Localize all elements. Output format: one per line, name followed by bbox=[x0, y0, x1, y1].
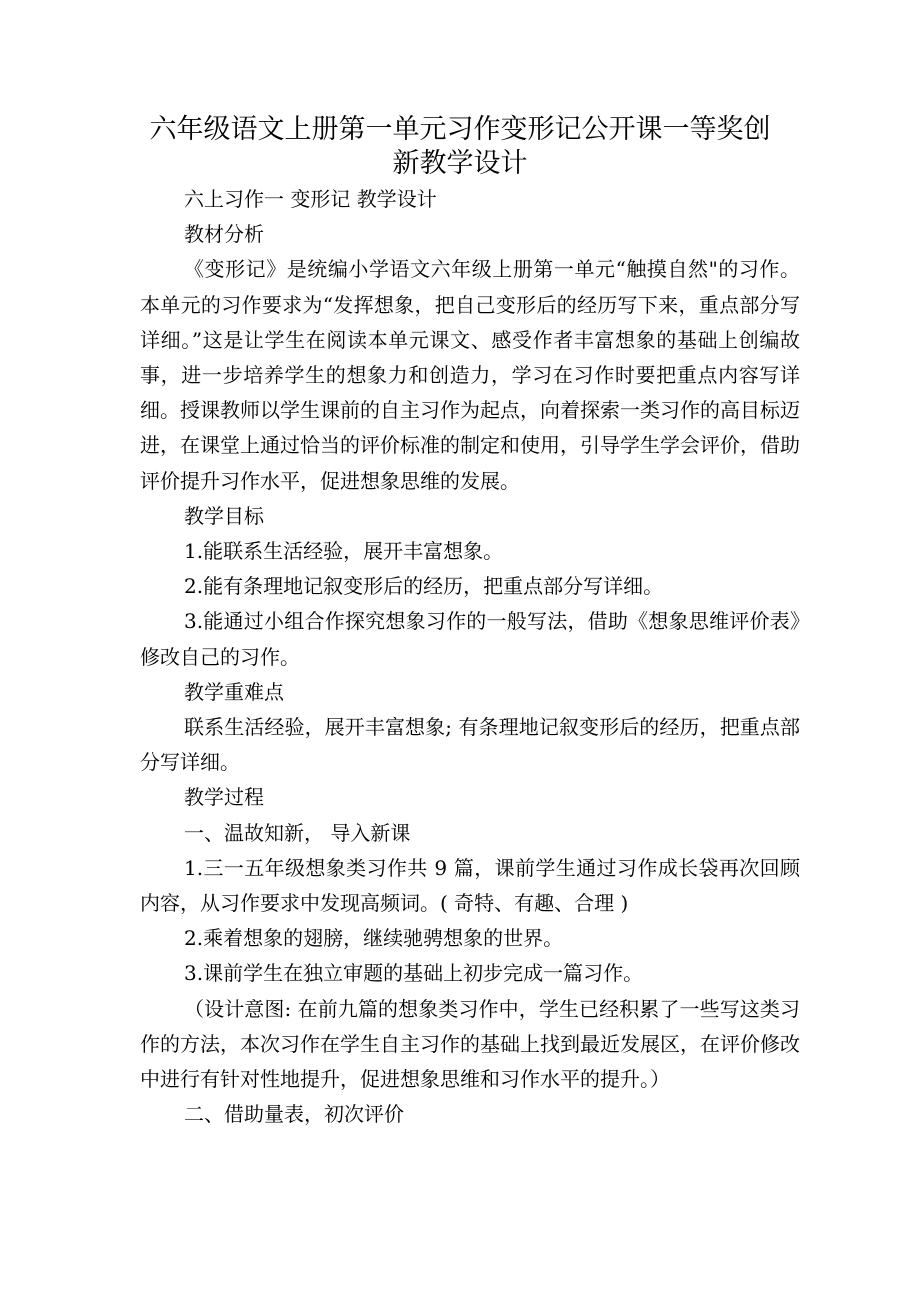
process-step-2-heading: 二、借助量表，初次评价 bbox=[184, 1102, 404, 1127]
section-heading-analysis: 教材分析 bbox=[184, 222, 264, 247]
subtitle: 六上习作一 变形记 教学设计 bbox=[184, 187, 437, 211]
goal-item-2: 2.能有条理地记叙变形后的经历，把重点部分写详细。 bbox=[184, 574, 664, 599]
process-item-3: 3.课前学生在独立审题的基础上初步完成一篇习作。 bbox=[184, 961, 644, 986]
goal-item-1: 1.能联系生活经验，展开丰富想象。 bbox=[184, 539, 504, 564]
document-body bbox=[140, 182, 800, 1132]
section-heading-key-points: 教学重难点 bbox=[184, 679, 284, 704]
goal-item-3: 3.能通过小组合作探究想象习作的一般写法，借助《想象思维评价表》修改自己的习作。 bbox=[140, 609, 800, 669]
process-item-1: 1.三一五年级想象类习作共 9 篇，课前学生通过习作成长袋再次回顾内容，从习作要求中发现高频词。( 奇特、有趣、合理 ) bbox=[140, 855, 800, 916]
design-intent-note: （设计意图: 在前九篇的想象类习作中，学生已经积累了一些写这类习作的方法，本次习作在学生自主习作的基础上找到最近发展区，在评价修改中进行有针对性地提升，促进想象思维和习作水平的提升。） bbox=[140, 996, 800, 1092]
section-heading-goals: 教学目标 bbox=[184, 503, 264, 528]
section-heading-process: 教学过程 bbox=[184, 785, 264, 810]
paragraph-analysis: 《变形记》是统编小学语文六年级上册第一单元“触摸自然"的习作。本单元的习作要求为“发挥想象，把自己变形后的经历写下来，重点部分写详细。”这是让学生在阅读本单元课文、感受作者丰富想象的基础上创编故事，进一步培养学生的想象力和创造力，学习在习作时要把重点内容写详细。授课教师以学生课前的自主习作为起点，向着探索一类习作的高目标迈进，在课堂上通过恰当的评价标准的制定和使用，引导学生学会评价，借助评价提升习作水平，促进想象思维的发展。 bbox=[140, 257, 800, 493]
process-item-2: 2.乘着想象的翅膀，继续驰骋想象的世界。 bbox=[184, 926, 564, 951]
document-title-line-1: 六年级语文上册第一单元习作变形记公开课一等奖创 bbox=[149, 114, 771, 145]
paragraph-key-points: 联系生活经验，展开丰富想象; 有条理地记叙变形后的经历，把重点部分写详细。 bbox=[140, 715, 800, 775]
document-title-line-2: 新教学设计 bbox=[392, 148, 528, 179]
process-step-1-heading: 一、温故知新， 导入新课 bbox=[184, 820, 411, 845]
